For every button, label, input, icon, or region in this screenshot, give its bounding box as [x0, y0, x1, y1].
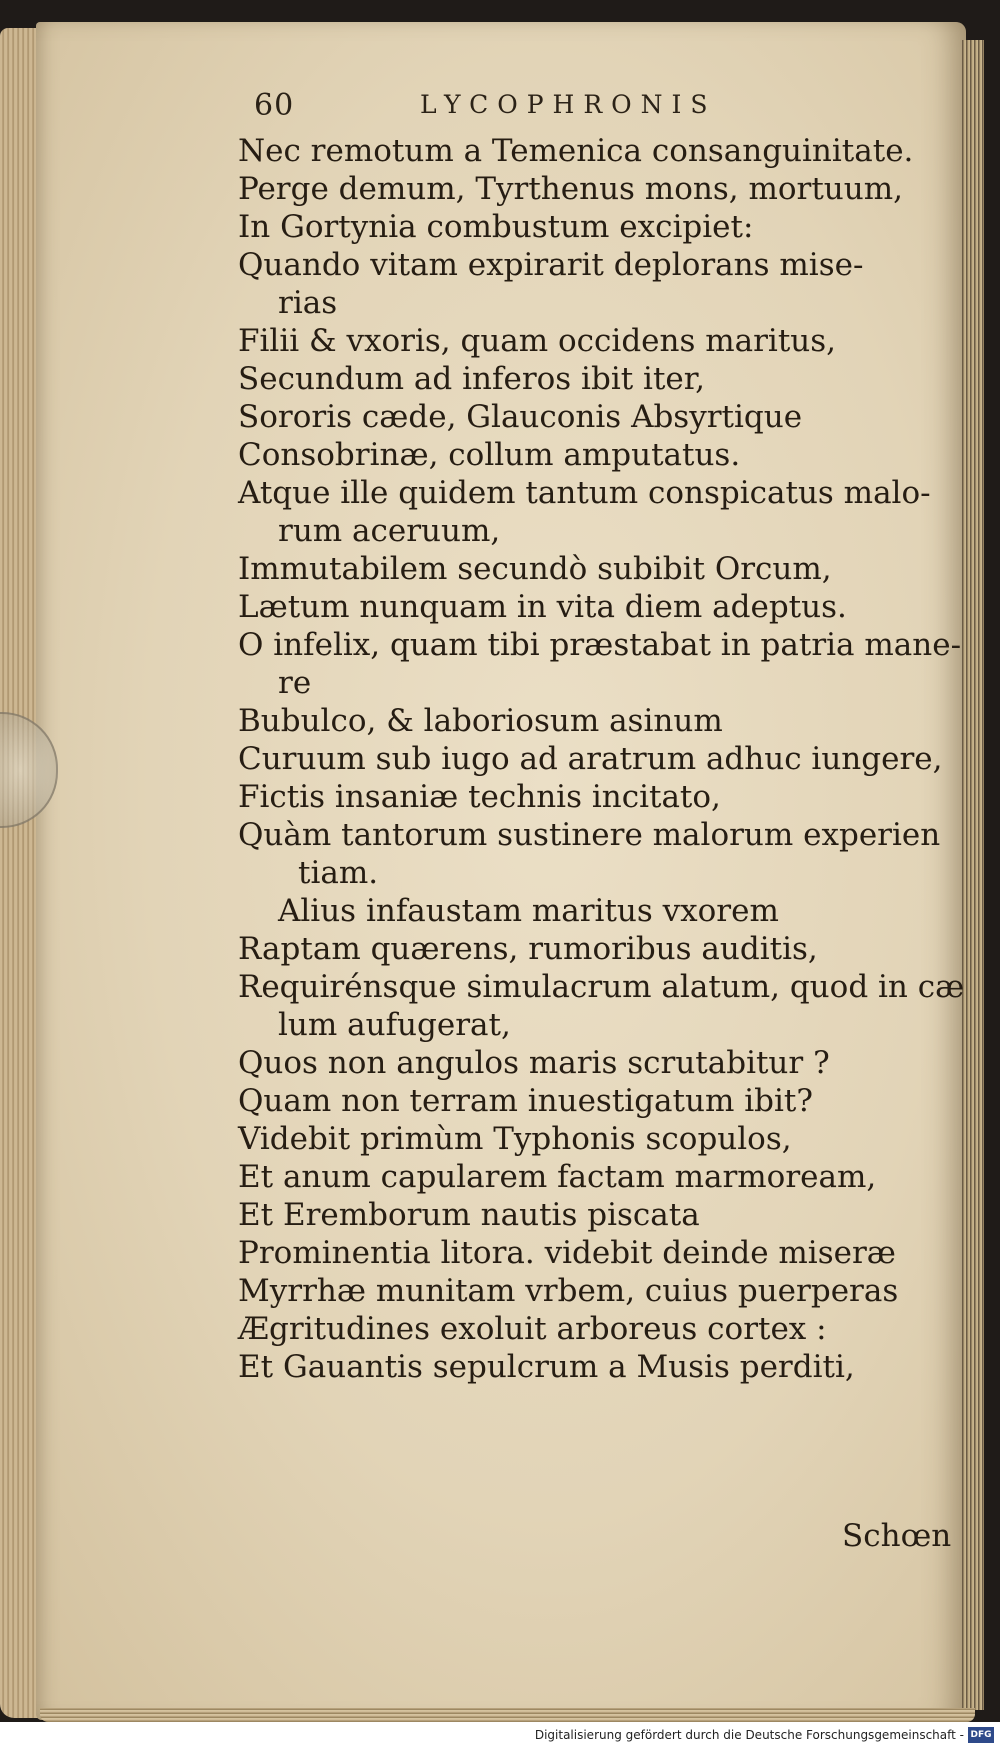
bottom-page-edges: [40, 1708, 975, 1722]
verse-line: In Gortynia combustum excipiet:: [238, 209, 754, 245]
verse-line: Bubulco, & laboriosum asinum: [238, 703, 723, 739]
verse-line: O infelix, quam tibi præstabat in patria mane-: [238, 627, 962, 663]
verse-line-turnover: lum aufugerat,: [278, 1007, 511, 1043]
verse-line: Myrrhæ munitam vrbem, cuius puerperas: [238, 1273, 899, 1309]
verse-line: Prominentia litora. videbit deinde miseræ: [238, 1235, 896, 1271]
verse-line-turnover: rias: [278, 285, 338, 321]
verse-line-turnover: re: [278, 665, 312, 701]
verse-line: Quam non terram inuestigatum ibit?: [238, 1083, 813, 1119]
verse-line: Videbit primùm Typhonis scopulos,: [238, 1121, 792, 1157]
verse-line: Et Eremborum nautis piscata: [238, 1197, 700, 1233]
verse-line-indented: Alius infaustam maritus vxorem: [278, 893, 779, 929]
verse-line: Nec remotum a Temenica consanguinitate.: [238, 133, 914, 169]
verse-line-turnover: tiam.: [298, 855, 379, 891]
verse-line: Raptam quærens, rumoribus auditis,: [238, 931, 818, 967]
verse-line: Quos non angulos maris scrutabitur ?: [238, 1045, 830, 1081]
right-page-edges: [962, 40, 984, 1710]
page-header: [254, 88, 814, 132]
verse-line: Quando vitam expirarit deplorans mise-: [238, 247, 864, 283]
verse-line: Quàm tantorum sustinere malorum experien: [238, 817, 941, 853]
digitization-footer: [0, 1722, 1000, 1750]
verse-line: Ægritudines exoluit arboreus cortex :: [238, 1311, 827, 1347]
verse-line: Perge demum, Tyrthenus mons, mortuum,: [238, 171, 903, 207]
verse-line: Fictis insaniæ technis incitato,: [238, 779, 721, 815]
running-head: LYCOPHRONIS: [420, 90, 717, 119]
verse-line: Consobrinæ, collum amputatus.: [238, 437, 741, 473]
verse-line-turnover: rum aceruum,: [278, 513, 501, 549]
verse-line: Atque ille quidem tantum conspicatus malo-: [238, 475, 931, 511]
page-number: 60: [254, 88, 295, 123]
verse-line: Et anum capularem factam marmoream,: [238, 1159, 877, 1195]
verse-line: Requirénsque simulacrum alatum, quod in cæ: [238, 969, 965, 1005]
verse-line: Curuum sub iugo ad aratrum adhuc iungere,: [238, 741, 943, 777]
verse-line: Et Gauantis sepulcrum a Musis perditi,: [238, 1349, 855, 1385]
dfg-logo: DFG: [968, 1727, 994, 1743]
funding-credit: Digitalisierung gefördert durch die Deutsche Forschungsgemeinschaft -: [534, 1728, 964, 1742]
verse-line: Immutabilem secundò subibit Orcum,: [238, 551, 832, 587]
verse-line: Filii & vxoris, quam occidens maritus,: [238, 323, 837, 359]
verse-line: Lætum nunquam in vita diem adeptus.: [238, 589, 847, 625]
catchword: Schœn: [842, 1518, 952, 1554]
verse-line: Secundum ad inferos ibit iter,: [238, 361, 706, 397]
verse-line: Sororis cæde, Glauconis Absyrtique: [238, 399, 803, 435]
